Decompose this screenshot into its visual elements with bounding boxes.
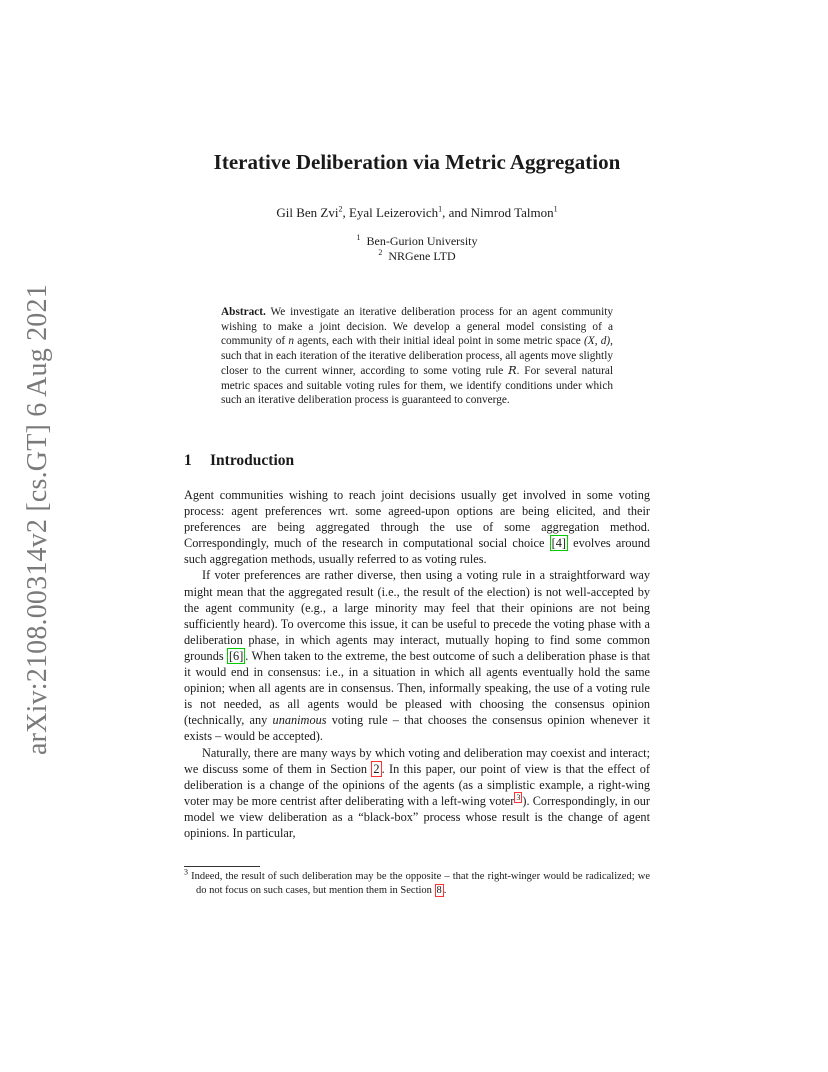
affiliation-marker: 2 [338, 204, 343, 214]
author-separator: , and [442, 205, 471, 220]
body-text [184, 487, 650, 841]
paragraph-text: Naturally, there are many ways by which voting and deliberation may coexist and interact; we discuss some of them in Section [184, 745, 650, 776]
paragraph-text: If voter preferences are rather diverse, then using a voting rule in a straightforward way might mean that the aggregated result (i.e., the result of the election) is not well-accepted by the agent community (e.g., a large minority may feel that their opinions are not being sufficiently heard). To overcome this issue, it can be useful to precede the voting phase with a deliberation phase, in which agents may interact, mutually hoping to find some common grounds [184, 568, 650, 663]
math-expression: (X, d) [584, 335, 611, 348]
affiliation-marker: 1 [356, 233, 361, 242]
affiliation-name: NRGene LTD [388, 249, 456, 263]
paper-title: Iterative Deliberation via Metric Aggregation [213, 150, 621, 174]
math-variable: n [288, 335, 294, 348]
abstract-text: , such that in each iteration of the iterative deliberation process, all agents move slightly closer to the current winner, according to some voting rule [221, 335, 613, 377]
author-list [184, 205, 650, 221]
paragraph [184, 567, 650, 744]
section-title: Introduction [210, 452, 295, 469]
abstract-label: Abstract. [221, 306, 266, 318]
paragraph-text: Agent communities wishing to reach joint decisions usually get involved in some voting process: agent preferences wrt. some agreed-upon options are being elicited, and their preferences are being aggregated through the use of some aggregation method. Correspondingly, much of the research in computational social choice [184, 488, 650, 551]
paragraph-text: evolves around such aggregation methods, usually referred to as voting rules. [184, 536, 651, 567]
affiliation-line [184, 249, 650, 264]
author-name: Eyal Leizerovich [348, 205, 439, 220]
section-reference-link[interactable]: 2 [373, 761, 380, 776]
emphasis-text: unanimous [272, 713, 327, 728]
paragraph-text: voting rule – that chooses the consensus opinion whenever it exists – would be accepted). [184, 713, 651, 744]
footnote-text: . [443, 885, 447, 896]
paragraph [184, 487, 650, 567]
affiliation-name: Ben-Gurion University [366, 234, 478, 248]
affiliation-marker: 1 [553, 204, 558, 214]
arxiv-identifier-stamp: arXiv:2108.00314v2 [cs.GT] 6 Aug 2021 [22, 284, 53, 755]
author-name: Nimrod Talmon [470, 205, 554, 220]
paragraph-text: ). Correspondingly, in our model we view deliberation as a “black-box” process whose result is the change of agent opinions. In particular, [184, 793, 650, 840]
author-name: Gil Ben Zvi [276, 205, 339, 220]
footnote-marker-link[interactable]: 3 [516, 792, 521, 802]
footnote-number: 3 [184, 867, 188, 877]
footnote-text: Indeed, the result of such deliberation may be the opposite – that the right-winger would be radicalized; we do not focus on such cases, but mention them in Section [188, 871, 650, 896]
affiliation-marker: 1 [438, 204, 443, 214]
math-symbol: R [508, 363, 517, 377]
abstract [221, 305, 613, 408]
abstract-text: agents, each with their initial ideal point in some metric space [294, 335, 585, 348]
citation-link[interactable]: [6] [228, 648, 244, 663]
affiliation-line [184, 234, 650, 249]
abstract-text: . For several natural metric spaces and suitable voting rules for them, we identify conditions under which such an iterative deliberation process is guaranteed to converge. [221, 364, 613, 407]
section-reference-link[interactable]: 8 [436, 885, 442, 896]
affiliation-marker: 2 [378, 248, 383, 257]
paragraph [184, 745, 650, 842]
section-number: 1 [184, 452, 192, 469]
footnote [184, 867, 650, 898]
section-heading [184, 452, 294, 470]
citation-link[interactable]: [4] [551, 536, 566, 551]
abstract-text: We investigate an iterative deliberation process for an agent community wishing to make a joint decision. We develop a general model consisting of a community of [221, 306, 613, 348]
footnote-rule [184, 866, 260, 867]
paragraph-text: . When taken to the extreme, the best outcome of such a deliberation phase is that it would end in consensus: i.e., in a situation in which all agents eventually hold the same opinion; when all agents are in consensus. Then, informally speaking, the use of a voting rule is not needed, as all agents would be pleased with choosing the consensus opinion (technically, any [184, 648, 651, 728]
author-separator: , [342, 205, 349, 220]
paragraph-text: . In this paper, our point of view is that the effect of deliberation is a change of the opinions of the agents (as a simplistic example, a right-wing voter may be more centrist after deliberating with a left-wing voter [184, 761, 650, 808]
